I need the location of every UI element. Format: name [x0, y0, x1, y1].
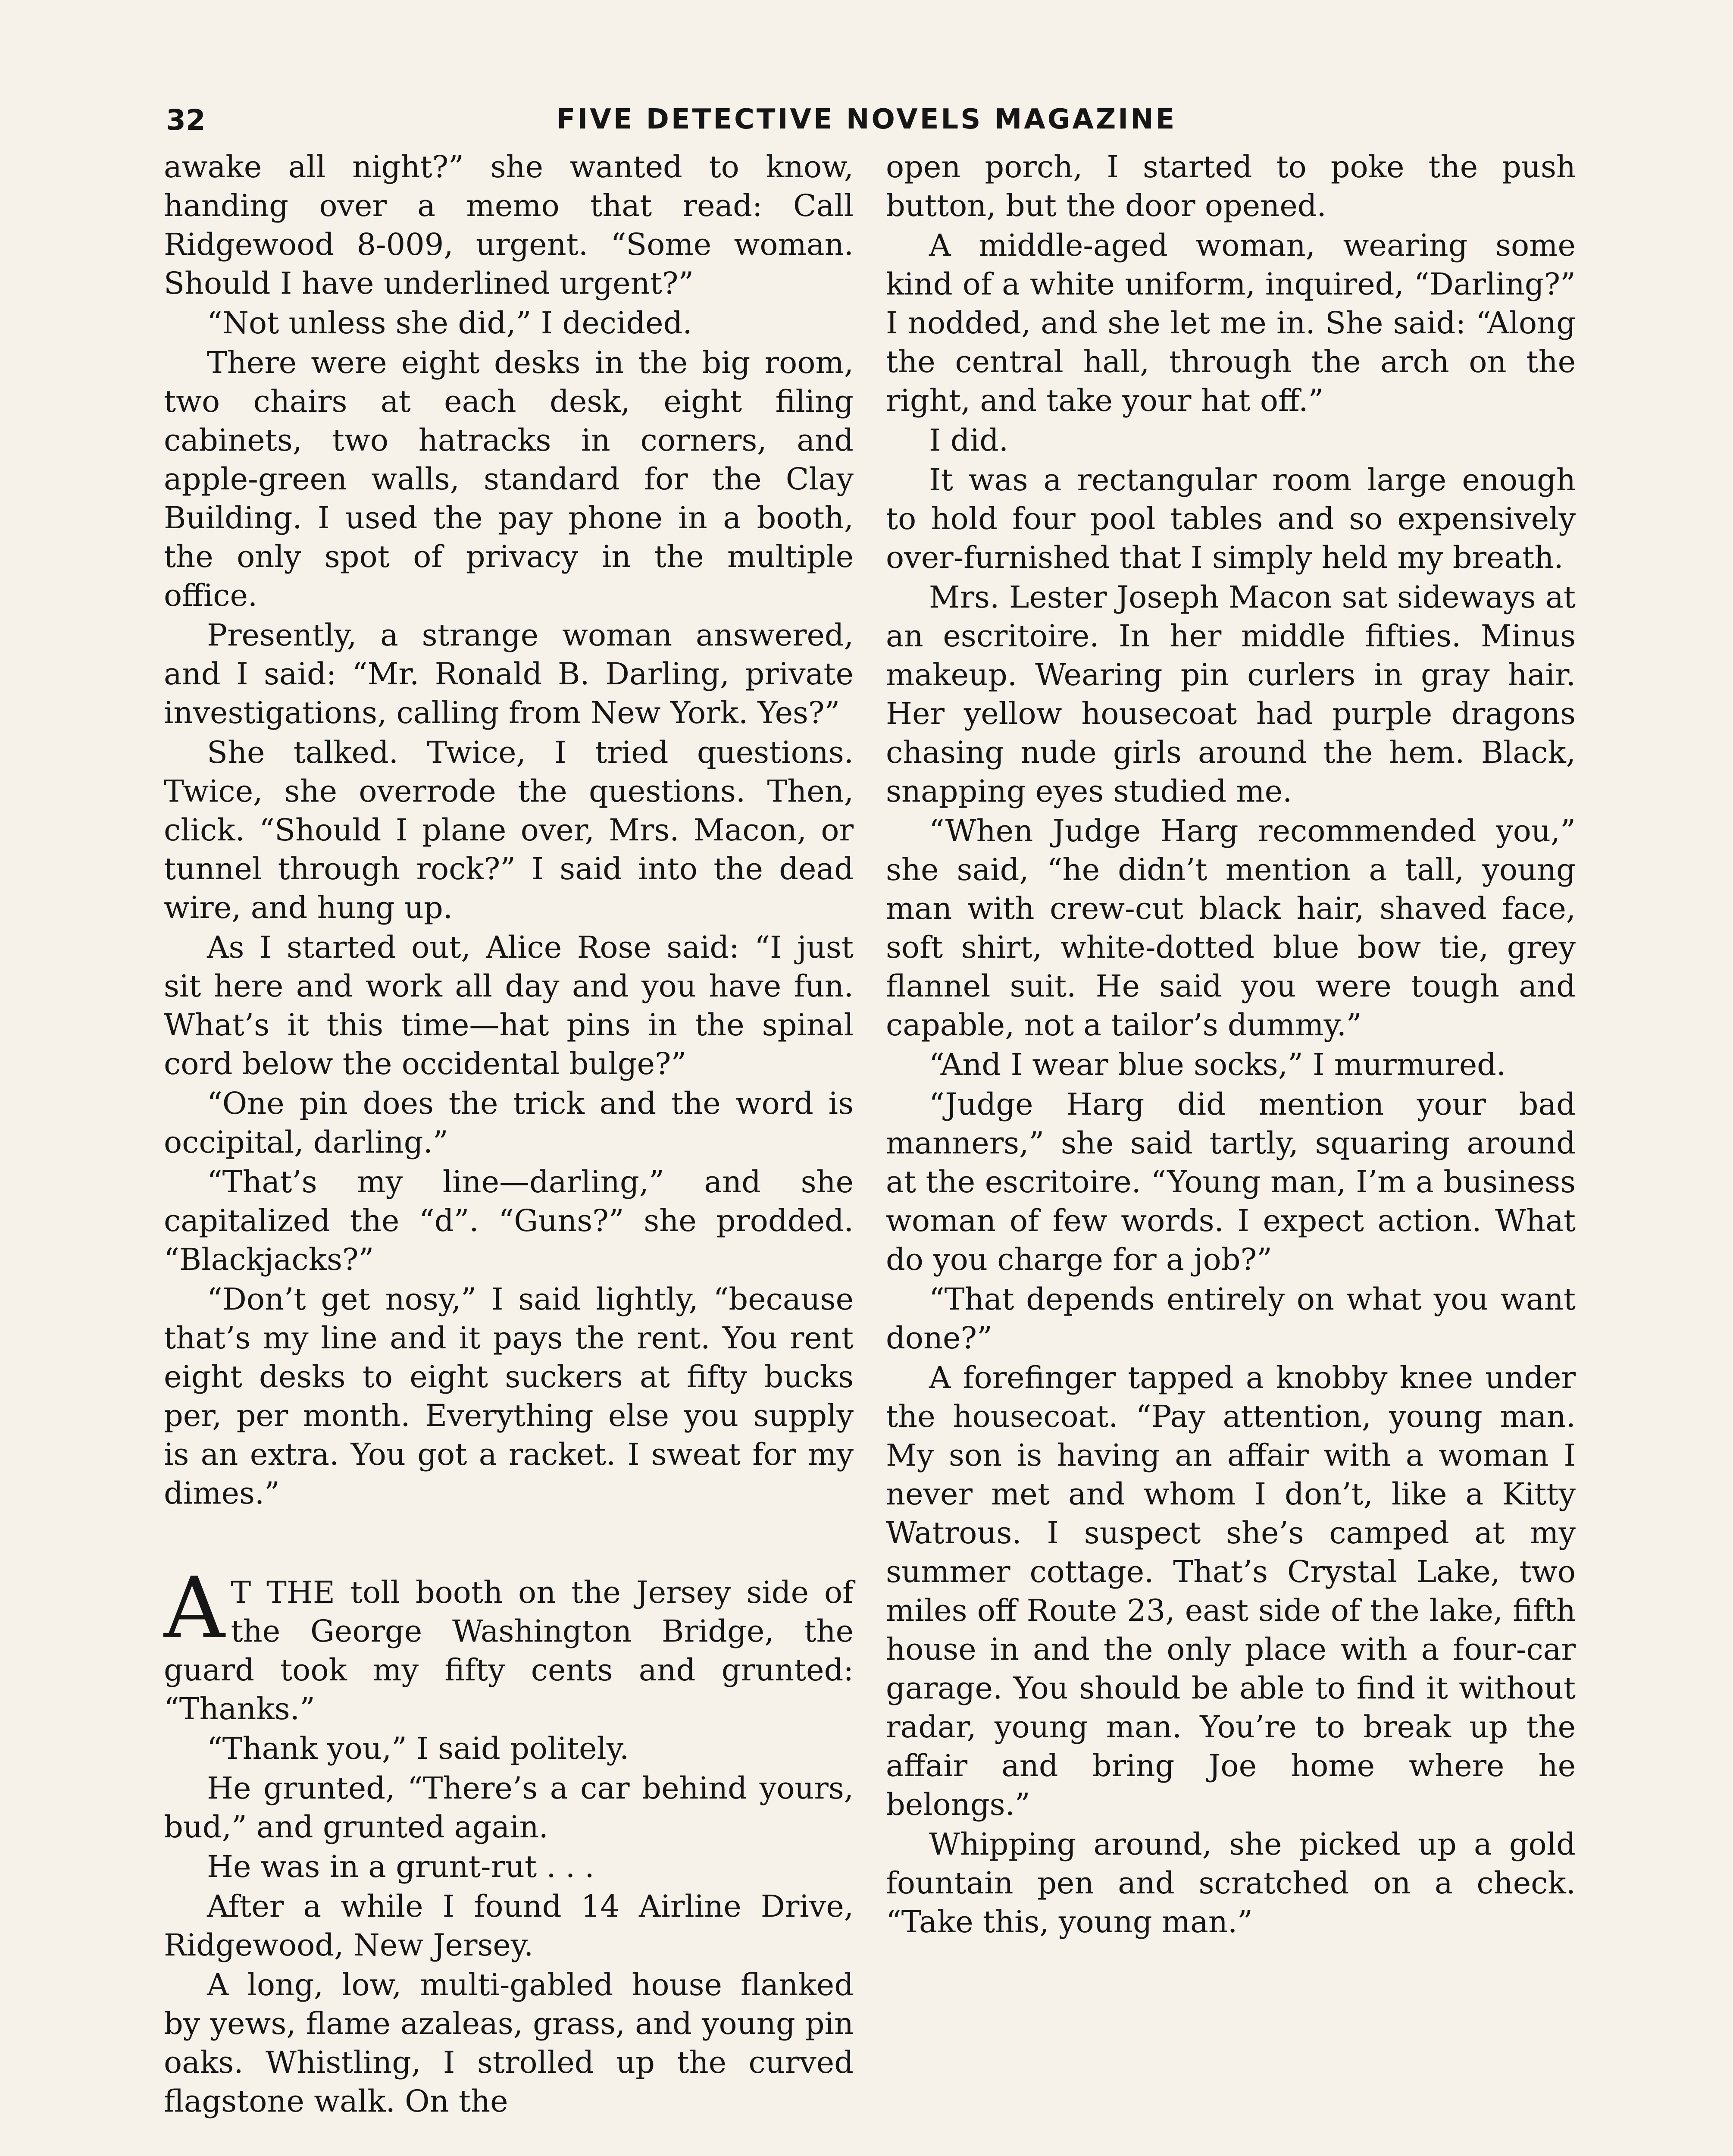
paragraph: “That’s my line—darling,” and she capitalized the “d”. “Guns?” she prodded. “Blackjacks?” [164, 1164, 854, 1277]
paragraph: As I started out, Alice Rose said: “I just sit here and work all day and you have fun. What’s it this time—hat pins in the spinal cord below the occidental bulge?” [164, 930, 854, 1081]
running-title: FIVE DETECTIVE NOVELS MAGAZINE [556, 103, 1177, 135]
drop-cap: A [164, 1559, 225, 1658]
paragraph: After a while I found 14 Airline Drive, Ridgewood, New Jersey. [164, 1889, 854, 1963]
paragraph: A middle-aged woman, wearing some kind of a white uniform, inquired, “Darling?” I nodded, and she let me in. She said: “Along the central hall, through the arch on the right, and take your hat off.” [886, 228, 1576, 418]
paragraph: Whipping around, she picked up a gold fountain pen and scratched on a check. “Take this, young man.” [886, 1827, 1576, 1940]
paragraph: A forefinger tapped a knobby knee under the housecoat. “Pay attention, young man. My son is having an affair with a woman I never met and whom I don’t, like a Kitty Watrous. I suspect she’s camped at my summer cottage. That’s Crystal Lake, two miles off Route 23, east side of the lake, fifth house in and the only place with a four-car garage. You should be able to find it without radar, young man. You’re to break up the affair and bring Joe home where he belongs.” [886, 1360, 1576, 1822]
paragraph: I did. [929, 423, 1009, 458]
paragraph: open porch, I started to poke the push button, but the door opened. [886, 149, 1576, 223]
paragraph: awake all night?” she wanted to know, handing over a memo that read: Call Ridgewood 8-009, urgent. “Some woman. Should I have underlined urgent?” [164, 149, 854, 301]
page-number: 32 [166, 103, 206, 137]
paragraph: It was a rectangular room large enough to hold four pool tables and so expensively over-furnished that I simply held my breath. [886, 462, 1576, 575]
paragraph: “Judge Harg did mention your bad manners,” she said tartly, squaring around at the escritoire. “Young man, I’m a business woman of few words. I expect action. What do you charge for a job?” [886, 1087, 1576, 1277]
paragraph: “Thank you,” I said politely. [207, 1731, 629, 1766]
paragraph: “One pin does the trick and the word is occipital, darling.” [164, 1086, 854, 1160]
paragraph: Mrs. Lester Joseph Macon sat sideways at an escritoire. In her middle fifties. Minus makeup. Wearing pin curlers in gray hair. Her yellow housecoat had purple dragons chasing nude girls around the hem. Black, snapping eyes studied me. [886, 580, 1576, 809]
paragraph: He grunted, “There’s a car behind yours, bud,” and grunted again. [164, 1771, 854, 1845]
paragraph: He was in a grunt-rut . . . [207, 1849, 594, 1884]
paragraph: “And I wear blue socks,” I murmured. [929, 1047, 1506, 1082]
page-header [166, 103, 1567, 151]
paragraph: A long, low, multi-gabled house flanked by yews, flame azaleas, grass, and young pin oaks. Whistling, I strolled up the curved flagstone walk. On the [164, 1967, 854, 2119]
section-opening-text: T THE toll booth on the Jersey side of the George Washington Bridge, the guard took my fifty cents and grunted: “Thanks.” [164, 1575, 854, 1727]
paragraph: “Not unless she did,” I decided. [207, 305, 692, 341]
paragraph: She talked. Twice, I tried questions. Twice, she overrode the questions. Then, click. “Should I plane over, Mrs. Macon, or tunnel through rock?” I said into the dead wire, and hung up. [164, 735, 854, 925]
paragraph: “That depends entirely on what you want done?” [886, 1282, 1576, 1356]
section-opening-paragraph [164, 1559, 854, 1728]
paragraph: “Don’t get nosy,” I said lightly, “because that’s my line and it pays the rent. You rent eight desks to eight suckers at fifty bucks per, per month. Everything else you supply is an extra. You got a racket. I sweat for my dimes.” [164, 1282, 854, 1511]
paragraph: “When Judge Harg recommended you,” she said, “he didn’t mention a tall, young man with crew-cut black hair, shaved face, soft shirt, white-dotted blue bow tie, grey flannel suit. He said you were tough and capable, not a tailor’s dummy.” [886, 813, 1576, 1043]
left-column [164, 147, 854, 2122]
right-column [886, 147, 1576, 1942]
paragraph: Presently, a strange woman answered, and I said: “Mr. Ronald B. Darling, private investigations, calling from New York. Yes?” [164, 617, 854, 730]
paragraph: There were eight desks in the big room, two chairs at each desk, eight filing cabinets, two hatracks in corners, and apple-green walls, standard for the Clay Building. I used the pay phone in a booth, the only spot of privacy in the multiple office. [164, 345, 854, 613]
